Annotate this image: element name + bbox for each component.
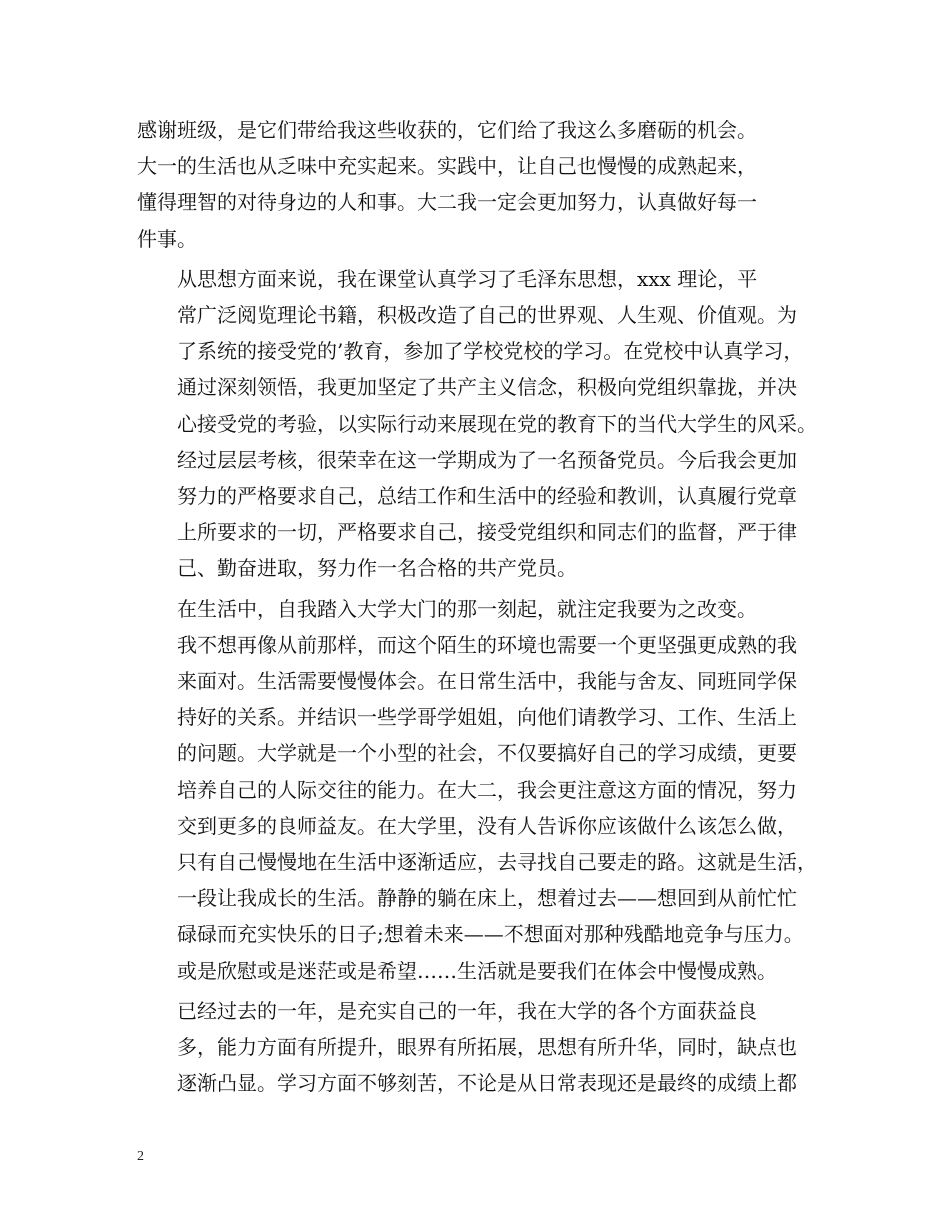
text-line: 只有自己慢慢地在生活中逐渐适应，去寻找自己要走的路。这就是生活， <box>177 850 817 875</box>
paragraph <box>137 993 817 1102</box>
text-line: 己、勤奋进取，努力作一名合格的共产党员。 <box>177 556 577 581</box>
text-line: 心接受党的考验，以实际行动来展现在党的教育下的当代大学生的风采。 <box>177 411 817 436</box>
text-line: 常广泛阅览理论书籍，积极改造了自己的世界观、人生观、价值观。为 <box>177 303 797 328</box>
text-line: 或是欣慰或是迷茫或是希望……生活就是要我们在体会中慢慢成熟。 <box>177 958 777 983</box>
text-line: 的问题。大学就是一个小型的社会，不仅要搞好自己的学习成绩，更要 <box>177 741 797 766</box>
text-line: 碌碌而充实快乐的日子;想着未来——不想面对那种残酷地竞争与压力。 <box>177 922 804 947</box>
text-line: 多，能力方面有所提升，眼界有所拓展，思想有所升华，同时，缺点也 <box>177 1035 797 1060</box>
text-line: 了系统的接受党的’教育，参加了学校党校的学习。在党校中认真学习， <box>177 339 804 364</box>
text-line: 我不想再像从前那样，而这个陌生的环境也需要一个更坚强更成熟的我 <box>177 632 797 657</box>
text-line: 懂得理智的对待身边的人和事。大二我一定会更加努力，认真做好每一 <box>137 190 757 215</box>
document-body <box>137 112 817 1105</box>
text-line: 一段让我成长的生活。静静的躺在床上，想着过去——想回到从前忙忙 <box>177 886 797 911</box>
text-line: 交到更多的良师益友。在大学里，没有人告诉你应该做什么该怎么做， <box>177 813 797 838</box>
paragraph <box>137 261 817 587</box>
text-line: 逐渐凸显。学习方面不够刻苦，不论是从日常表现还是最终的成绩上都 <box>177 1071 797 1096</box>
text-line: 件事。 <box>137 226 197 251</box>
text-line: 培养自己的人际交往的能力。在大二，我会更注意这方面的情况，努力 <box>177 777 797 802</box>
page-number: 2 <box>137 1149 144 1164</box>
text-line: 上所要求的一切，严格要求自己，接受党组织和同志们的监督，严于律 <box>177 520 797 545</box>
text-line: 大一的生活也从乏味中充实起来。实践中，让自己也慢慢的成熟起来， <box>137 154 757 179</box>
text-line: 持好的关系。并结识一些学哥学姐姐，向他们请教学习、工作、生活上 <box>177 705 797 730</box>
text-line: 感谢班级，是它们带给我这些收获的，它们给了我这么多磨砺的机会。 <box>137 118 757 142</box>
text-line: 通过深刻领悟，我更加坚定了共产主义信念，积极向党组织靠拢，并决 <box>177 375 797 400</box>
text-line: 从思想方面来说，我在课堂认真学习了毛泽东思想，xxx 理论，平 <box>177 266 758 291</box>
text-line: 在生活中，自我踏入大学大门的那一刻起，就注定我要为之改变。 <box>177 596 757 621</box>
paragraph <box>137 112 817 257</box>
text-line: 经过层层考核，很荣幸在这一学期成为了一名预备党员。今后我会更加 <box>177 447 797 472</box>
text-line: 来面对。生活需要慢慢体会。在日常生活中，我能与舍友、同班同学保 <box>177 669 797 694</box>
paragraph <box>137 591 817 989</box>
text-line: 已经过去的一年，是充实自己的一年，我在大学的各个方面获益良 <box>177 998 757 1023</box>
text-line: 努力的严格要求自己，总结工作和生活中的经验和教训，认真履行党章 <box>177 484 797 509</box>
